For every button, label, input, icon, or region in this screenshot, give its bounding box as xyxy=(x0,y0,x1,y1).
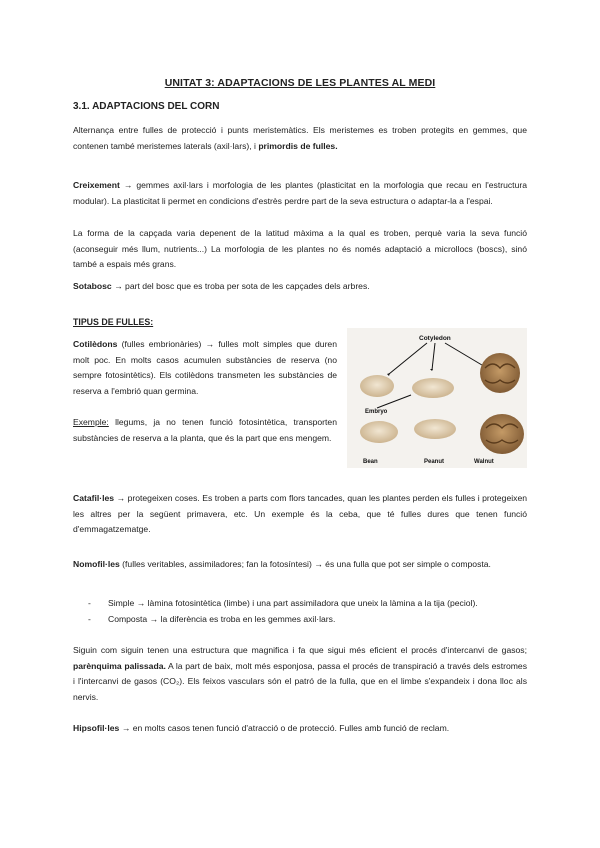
page-title: UNITAT 3: ADAPTACIONS DE LES PLANTES AL MEDI xyxy=(164,77,436,89)
catafilles-paragraph xyxy=(73,491,527,538)
cotiledons-term: Cotilèdons xyxy=(73,339,118,349)
peanut-bottom xyxy=(414,419,456,439)
hipsofilles-text: → en molts casos tenen funció d'atracció o de protecció. Fulles amb funció de reclam. xyxy=(119,723,450,733)
walnut-bottom xyxy=(480,414,524,454)
nomofilles-text: (fulles veritables, assimiladores; fan la fotosíntesi) → és una fulla que pot ser simple o composta. xyxy=(119,559,491,569)
sotabosc-term: Sotabosc xyxy=(73,281,112,291)
catafilles-text: → protegeixen coses. Es troben a parts com flors tancades, quan les plantes perden els fulles i protegeixen les altres per la següent primavera, etc. Un exemple és la ceba, que té fulles dures que tenen funció d'emmagatzematge. xyxy=(73,493,527,535)
creixement-term: Creixement xyxy=(73,180,120,190)
section-heading: 3.1. ADAPTACIONS DEL CORN xyxy=(73,101,220,112)
exemple-text: llegums, ja no tenen funció fotosintètica, transporten substàncies de reserva a la planta, que és la part que ens mengem. xyxy=(73,417,337,443)
peanut-top xyxy=(412,378,454,398)
estructura-paragraph xyxy=(73,643,527,705)
creixement-text: → gemmes axil·lars i morfologia de les plantes (plasticitat en la morfologia que recau en l'estructura modular). La plasticitat li permet en condicions d'estrès perdre part de la seva estructura o adaptar-la a l'espai. xyxy=(73,180,527,206)
embryo-label: Embryo xyxy=(365,409,388,415)
list-dash: - xyxy=(88,614,91,624)
nomofilles-paragraph xyxy=(73,557,527,573)
intro-paragraph xyxy=(73,123,527,154)
tipus-fulles-heading: TIPUS DE FULLES: xyxy=(73,317,154,327)
hipsofilles-term: Hipsofil·les xyxy=(73,723,120,733)
seed-figure xyxy=(347,328,527,468)
sotabosc-text: → part del bosc que es troba per sota de les capçades dels arbres. xyxy=(111,281,370,291)
sotabosc-paragraph xyxy=(73,279,527,295)
cotiledons-text: (fulles embrionàries) → fulles molt simples que duren molt poc. En molts casos acumulen substàncies de reserva (no sempre fotosintètics). Els cotilèdons transmeten les substàncies de reserva a l'embrió quan germina. xyxy=(73,339,337,396)
list-item-text: Simple → làmina fotosintètica (limbe) i una part assimiladora que uneix la làmina a la tija (peciol). xyxy=(108,598,478,608)
pointer-arrows xyxy=(377,343,497,408)
bean-label: Bean xyxy=(363,459,378,465)
peanut-label: Peanut xyxy=(424,459,445,465)
exemple-paragraph xyxy=(73,415,337,446)
creixement-paragraph xyxy=(73,178,527,209)
nomofilles-term: Nomofil·les xyxy=(73,559,120,569)
list-item xyxy=(88,612,527,626)
leaf-type-list xyxy=(88,596,527,628)
intro-text: Alternança entre fulles de protecció i punts meristemàtics. Els meristemes es troben protegits en gemmes, que contenen també meristemes laterals (axil·lars), i xyxy=(73,125,527,151)
list-item xyxy=(88,596,527,610)
cotyledon-label: Cotyledon xyxy=(419,335,451,342)
list-item-text: Composta → la diferència es troba en les gemmes axil·lars. xyxy=(108,614,336,624)
bean-top xyxy=(360,375,394,397)
cotiledons-paragraph xyxy=(73,337,337,399)
capcada-paragraph: La forma de la capçada varia depenent de la latitud màxima a la qual es troben, perquè varia la seva funció (aconseguir més llum, nutrients...) La morfologia de les plantes no és només adaptació a microllocs (boscs), sinó també a espais més grans. xyxy=(73,228,527,270)
exemple-label: Exemple: xyxy=(73,417,109,427)
catafilles-term: Catafil·les xyxy=(73,493,115,503)
walnut-label: Walnut xyxy=(474,459,494,465)
estructura-bold: parènquima palissada. xyxy=(73,660,166,671)
hipsofilles-paragraph xyxy=(73,721,527,737)
walnut-top xyxy=(480,353,520,393)
list-dash: - xyxy=(88,598,91,608)
intro-bold: primordis de fulles. xyxy=(258,140,338,151)
bean-bottom xyxy=(360,421,398,443)
estructura-text1: Siguin com siguin tenen una estructura que magnifica i fa que sigui més eficient el procés d'intercanvi de gasos; xyxy=(73,645,527,655)
seed-illustration xyxy=(347,328,527,468)
estructura-text2: A la part de baix, molt més esponjosa, passa el procés de transpiració a través dels estromes i l'intercanvi de gasos (CO₂). Els feixos vasculars són el patró de la fulla, que en el limbe s'expandeix i dona lloc als nervis. xyxy=(73,660,527,702)
